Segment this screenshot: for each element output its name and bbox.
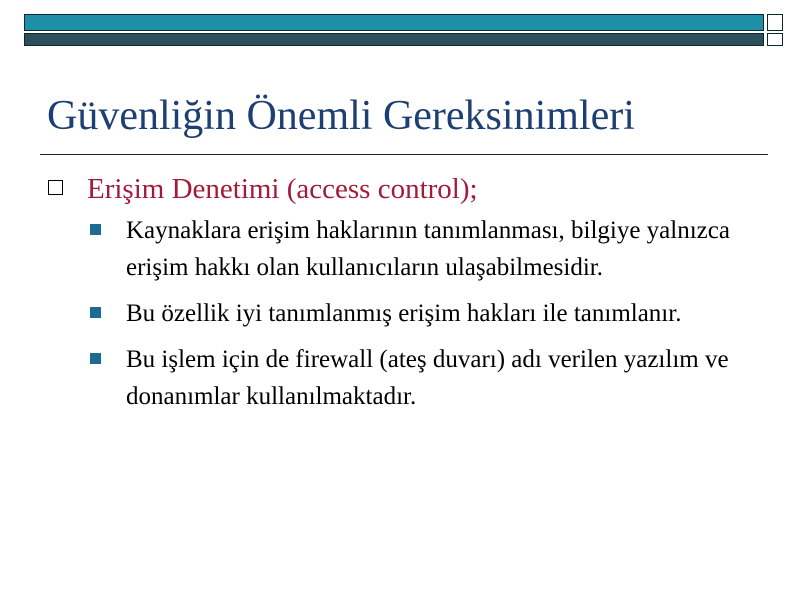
- sub-bullet-item: [90, 212, 768, 286]
- slide-content: [48, 170, 768, 424]
- header-bar-bottom: [24, 33, 764, 46]
- sub-bullet-text: Kaynaklara erişim haklarının tanımlanması, bilgiye yalnızca erişim hakkı olan kullanıcıların ulaşabilmesidir.: [126, 217, 730, 281]
- filled-square-bullet-icon: [90, 353, 101, 364]
- sub-bullet-text: Bu işlem için de firewall (ateş duvarı) adı verilen yazılım ve donanımlar kullanılmaktadır.: [126, 346, 729, 410]
- sub-bullet-item: [90, 341, 768, 415]
- filled-square-bullet-icon: [90, 307, 101, 318]
- sub-bullet-item: [90, 295, 768, 332]
- header-corner-square-bottom: [767, 33, 783, 46]
- header-corner-square-top: [767, 14, 783, 31]
- header-bar-top: [24, 14, 764, 31]
- heading-bullet-item: [48, 170, 768, 208]
- filled-square-bullet-icon: [90, 224, 101, 235]
- heading-bullet-text: Erişim Denetimi (access control);: [87, 173, 478, 205]
- hollow-square-bullet-icon: [48, 180, 63, 195]
- slide-title: Güvenliğin Önemli Gereksinimleri: [47, 93, 635, 139]
- sub-bullet-text: Bu özellik iyi tanımlanmış erişim hakları ile tanımlanır.: [126, 300, 682, 327]
- sub-bullet-list: [48, 212, 768, 415]
- title-divider: [40, 154, 768, 155]
